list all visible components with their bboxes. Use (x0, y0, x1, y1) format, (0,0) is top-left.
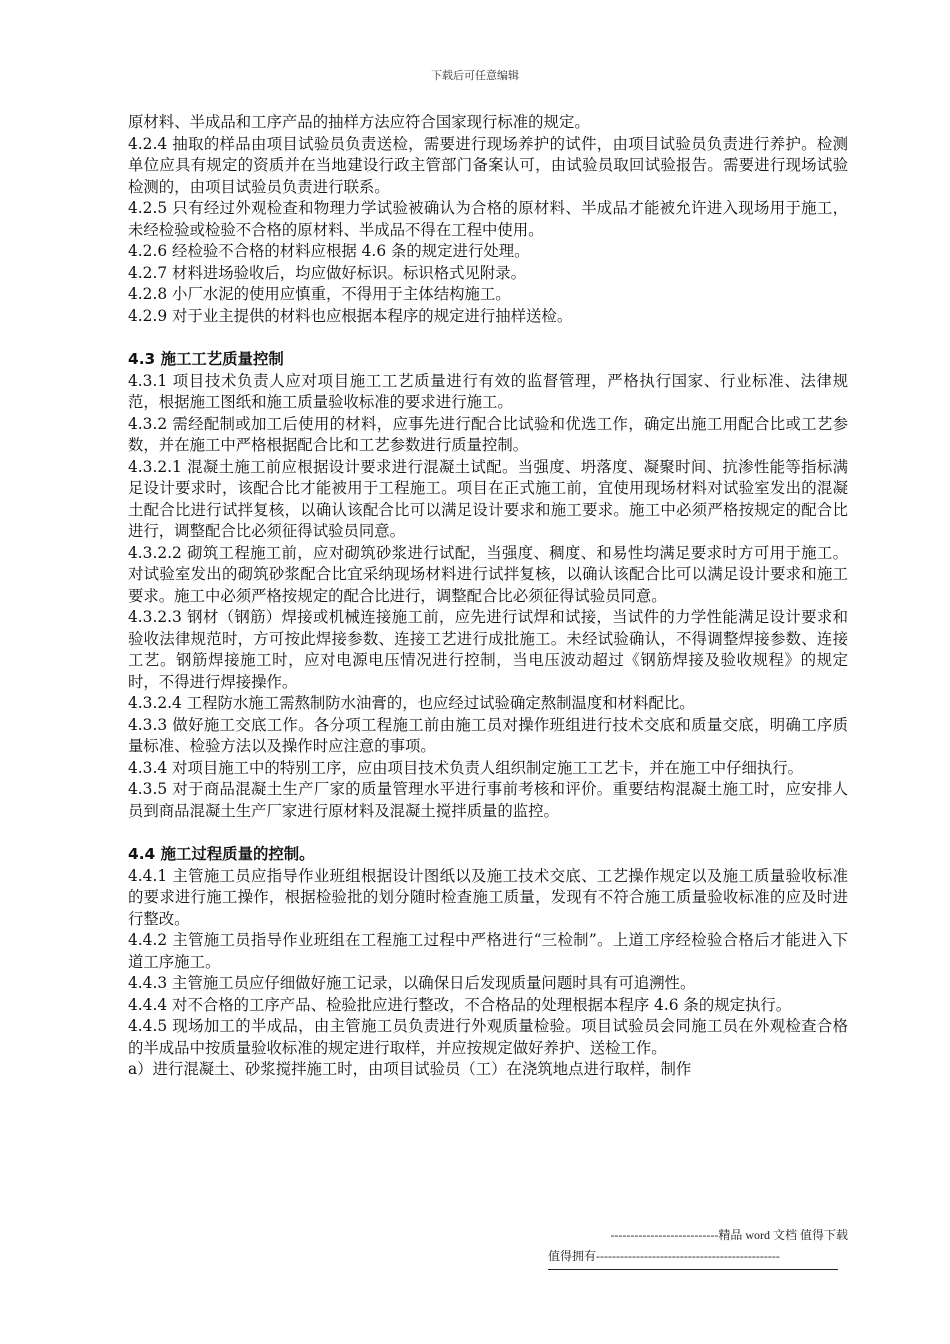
footer (548, 1225, 848, 1270)
paragraph: 4.4.4 对不合格的工序产品、检验批应进行整改，不合格品的处理根据本程序 4.6 条的规定执行。 (128, 995, 792, 1014)
paragraph: 4.3.2.2 砌筑工程施工前，应对砌筑砂浆进行试配，当强度、稠度、和易性均满足要求时方可用于施工。对试验室发出的砌筑砂浆配合比宜采纳现场材料进行试拌复核，以确认该配合比可以满足设计要求和施工要求。施工中必须严格按规定的配合比进行，调整配合比必须征得试验员同意。 (128, 543, 848, 605)
footer-line-2: 值得拥有---------------------------------------------- (548, 1246, 838, 1270)
paragraph: 4.4.3 主管施工员应仔细做好施工记录，以确保日后发现质量问题时具有可追溯性。 (128, 974, 696, 992)
paragraph: 4.3.5 对于商品混凝土生产厂家的质量管理水平进行事前考核和评价。重要结构混凝土施工时，应安排人员到商品混凝土生产厂家进行原材料及混凝土搅拌质量的监控。 (128, 780, 848, 820)
paragraph: 原材料、半成品和工序产品的抽样方法应符合国家现行标准的规定。 (128, 113, 590, 131)
paragraph: 4.2.5 只有经过外观检查和物理力学试验被确认为合格的原材料、半成品才能被允许进入现场用于施工，未经检验或检验不合格的原材料、半成品不得在工程中使用。 (128, 199, 848, 239)
paragraph: 4.2.4 抽取的样品由项目试验员负责送检，需要进行现场养护的试件，由项目试验员负责进行养护。检测单位应具有规定的资质并在当地建设行政主管部门备案认可，由试验员取回试验报告。需要进行现场试验检测的，由项目试验员负责进行联系。 (128, 134, 848, 196)
paragraph: 4.2.6 经检验不合格的材料应根据 4.6 条的规定进行处理。 (128, 242, 530, 260)
paragraph: 4.4.1 主管施工员应指导作业班组根据设计图纸以及施工技术交底、工艺操作规定以及施工质量验收标准的要求进行施工操作，根据检验批的划分随时检查施工质量，发现有不符合施工质量验收标准的应及时进行整改。 (128, 866, 848, 928)
paragraph: a）进行混凝土、砂浆搅拌施工时，由项目试验员（工）在浇筑地点进行取样，制作 (128, 1060, 692, 1078)
paragraph: 4.3.2.3 钢材（钢筋）焊接或机械连接施工前，应先进行试焊和试接，当试件的力学性能满足设计要求和验收法律规范时，方可按此焊接参数、连接工艺进行成批施工。未经试验确认，不得调整焊接参数、连接工艺。钢筋焊接施工时，应对电源电压情况进行控制，当电压波动超过《钢筋焊接及验收规程》的规定时，不得进行焊接操作。 (128, 608, 848, 691)
footer-line-1: ---------------------------精品 word 文档 值得下载 (610, 1228, 848, 1242)
paragraph: 4.4.5 现场加工的半成品，由主管施工员负责进行外观质量检验。项目试验员会同施工员在外观检查合格的半成品中按质量验收标准的规定进行取样，并应按规定做好养护、送检工作。 (128, 1017, 848, 1057)
paragraph: 4.2.7 材料进场验收后，均应做好标识。标识格式见附录。 (128, 263, 527, 282)
paragraph: 4.2.9 对于业主提供的材料也应根据本程序的规定进行抽样送检。 (128, 306, 573, 325)
paragraph: 4.3.3 做好施工交底工作。各分项工程施工前由施工员对操作班组进行技术交底和质量交底，明确工序质量标准、检验方法以及操作时应注意的事项。 (128, 715, 848, 755)
paragraph: 4.3.2 需经配制或加工后使用的材料，应事先进行配合比试验和优选工作，确定出施工用配合比或工艺参数，并在施工中严格根据配合比和工艺参数进行质量控制。 (128, 414, 848, 454)
paragraph: 4.4.2 主管施工员指导作业班组在工程施工过程中严格进行“三检制”。上道工序经检验合格后才能进入下道工序施工。 (128, 931, 848, 971)
paragraph: 4.2.8 小厂水泥的使用应慎重，不得用于主体结构施工。 (128, 285, 511, 303)
section-heading-4-4: 4.4 施工过程质量的控制。 (128, 845, 315, 863)
paragraph: 4.3.2.1 混凝土施工前应根据设计要求进行混凝土试配。当强度、坍落度、凝聚时间、抗渗性能等指标满足设计要求时，该配合比才能被用于工程施工。项目在正式施工前，宜使用现场材料对试验室发出的混凝土配合比进行试拌复核，以确认该配合比可以满足设计要求和施工要求。施工中必须严格按规定的配合比进行，调整配合比必须征得试验员同意。 (128, 457, 848, 540)
paragraph: 4.3.1 项目技术负责人应对项目施工工艺质量进行有效的监督管理，严格执行国家、行业标准、法律规范，根据施工图纸和施工质量验收标准的要求进行施工。 (128, 371, 848, 411)
paragraph: 4.3.4 对项目施工中的特别工序，应由项目技术负责人组织制定施工工艺卡，并在施工中仔细执行。 (128, 758, 804, 777)
document-body (128, 112, 848, 1081)
section-heading-4-3: 4.3 施工工艺质量控制 (128, 350, 284, 368)
header-note: 下载后可任意编辑 (431, 69, 519, 82)
paragraph: 4.3.2.4 工程防水施工需熬制防水油膏的，也应经过试验确定熬制温度和材料配比。 (128, 694, 695, 712)
